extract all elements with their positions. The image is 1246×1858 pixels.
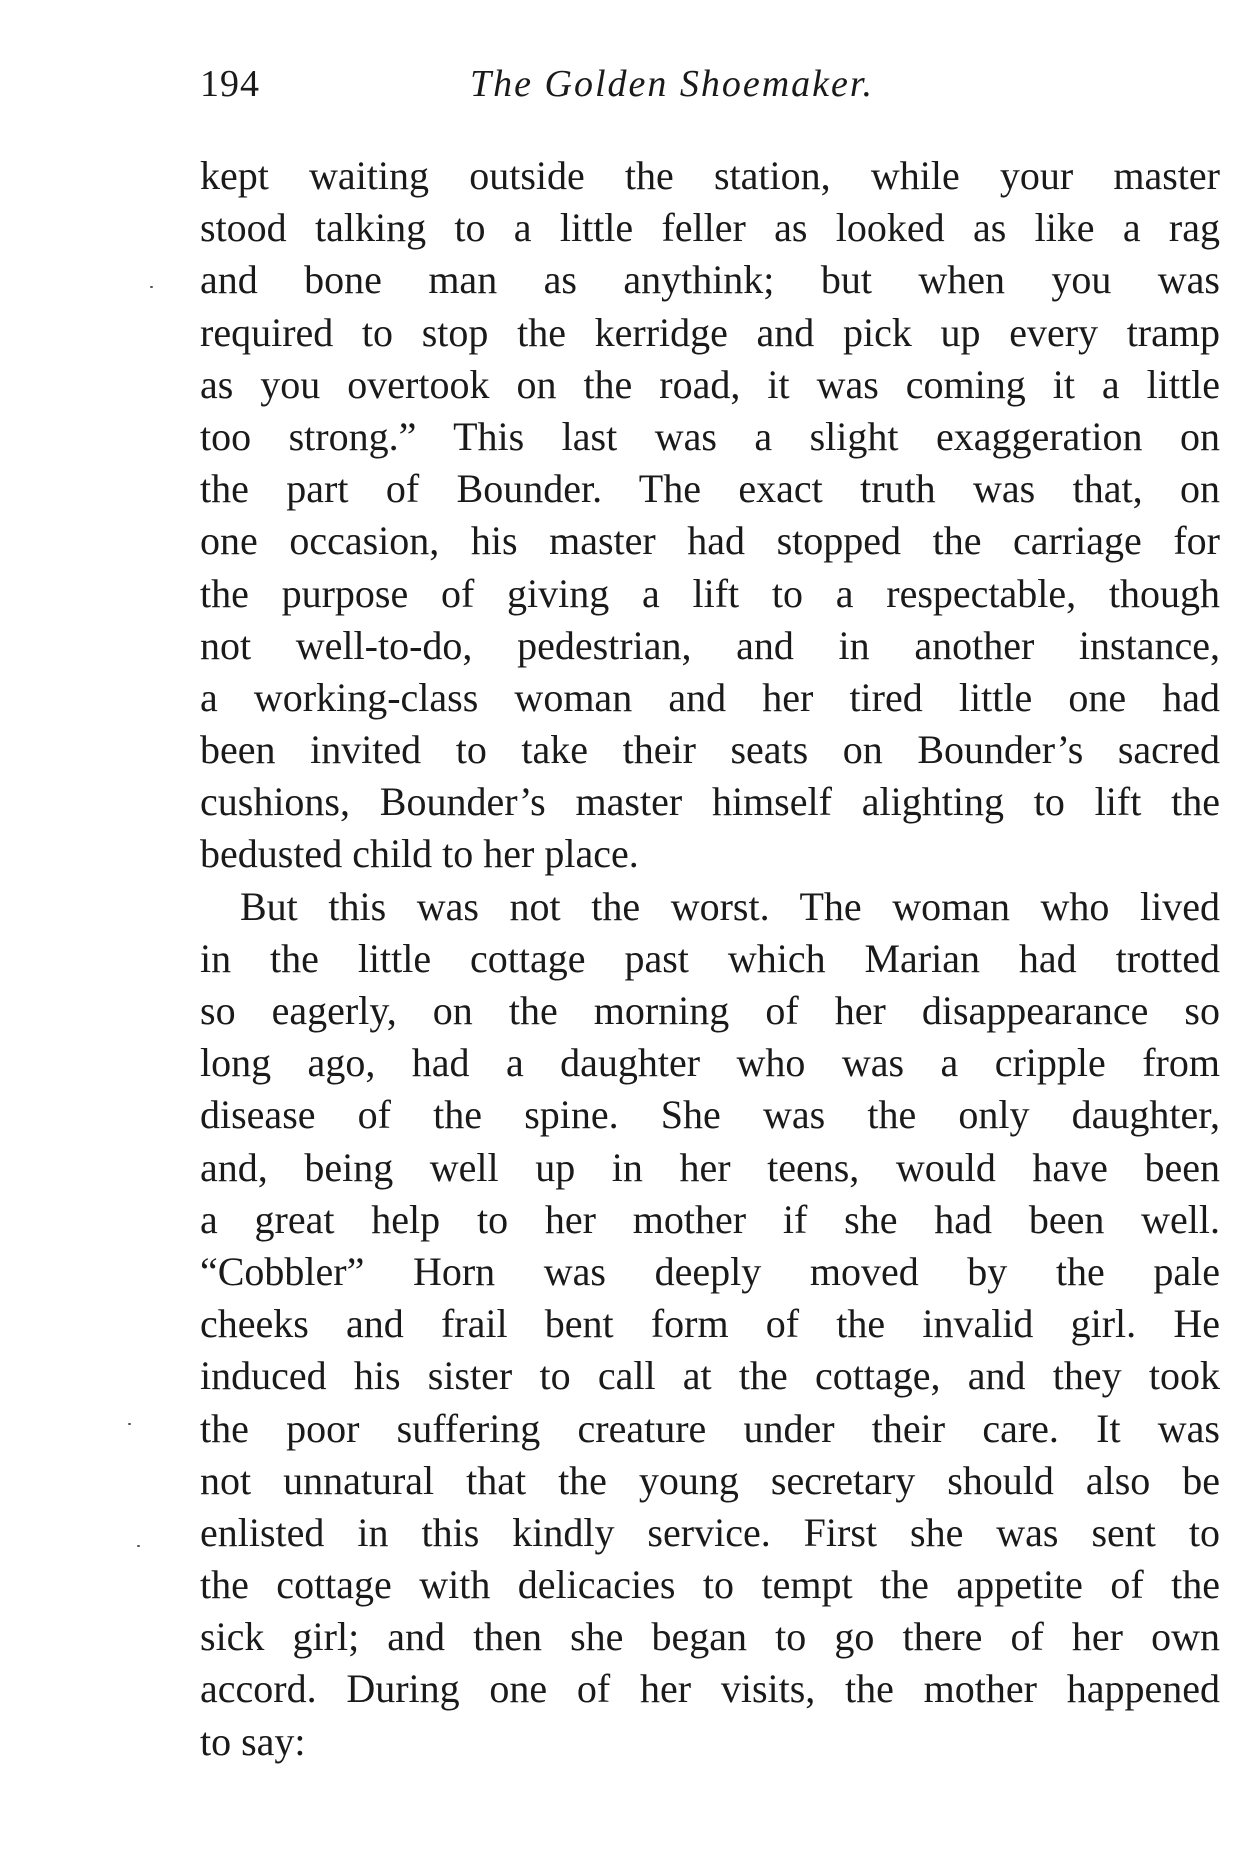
body-text [200, 150, 1220, 1768]
text-line: enlisted in this kindly service. First she was sent to [200, 1509, 1220, 1555]
stray-ink-mark [137, 1545, 140, 1547]
text-line: “Cobbler” Horn was deeply moved by the pale [200, 1248, 1220, 1294]
text-line: and bone man as anythink; but when you was [200, 257, 1220, 303]
text-line: sick girl; and then she began to go there of her own [200, 1614, 1220, 1660]
text-line: kept waiting outside the station, while your master [200, 153, 1220, 198]
running-header [200, 62, 1220, 122]
text-line: cheeks and frail bent form of the invalid girl. He [200, 1301, 1220, 1347]
text-line: the part of Bounder. The exact truth was that, on [200, 466, 1220, 512]
text-line: But this was not the worst. The woman who lived [240, 883, 1220, 929]
text-line: stood talking to a little feller as looked as like a rag [200, 205, 1220, 251]
text-line: long ago, had a daughter who was a cripple from [200, 1040, 1220, 1086]
text-line: not well-to-do, pedestrian, and in another instance, [200, 622, 1220, 668]
text-line: disease of the spine. She was the only daughter, [200, 1092, 1220, 1138]
text-line: induced his sister to call at the cottage, and they took [200, 1353, 1220, 1399]
stray-ink-mark [128, 1423, 131, 1425]
text-line: in the little cottage past which Marian had trotted [200, 935, 1220, 981]
stray-ink-mark [150, 286, 153, 288]
text-line: a great help to her mother if she had been well. [200, 1196, 1220, 1242]
text-line: a working-class woman and her tired little one had [200, 674, 1220, 720]
text-line: bedusted child to her place. [200, 831, 639, 877]
text-line: the cottage with delicacies to tempt the appetite of the [200, 1562, 1220, 1608]
text-line: too strong.” This last was a slight exaggeration on [200, 413, 1220, 459]
text-line: not unnatural that the young secretary should also be [200, 1457, 1220, 1503]
page-number: 194 [200, 63, 260, 105]
text-line: accord. During one of her visits, the mother happened [200, 1666, 1220, 1712]
text-line: the purpose of giving a lift to a respectable, though [200, 570, 1220, 616]
running-title: The Golden Shoemaker. [470, 63, 874, 105]
text-line: one occasion, his master had stopped the carriage for [200, 518, 1220, 564]
text-line: and, being well up in her teens, would have been [200, 1144, 1220, 1190]
text-line: been invited to take their seats on Bounder’s sacred [200, 727, 1220, 773]
text-line: cushions, Bounder’s master himself alighting to lift the [200, 779, 1220, 825]
text-line: so eagerly, on the morning of her disappearance so [200, 988, 1220, 1033]
text-line: as you overtook on the road, it was coming it a little [200, 361, 1220, 407]
text-line: the poor suffering creature under their care. It was [200, 1405, 1220, 1451]
text-line: required to stop the kerridge and pick up every tramp [200, 309, 1220, 355]
text-line: to say: [200, 1718, 306, 1764]
